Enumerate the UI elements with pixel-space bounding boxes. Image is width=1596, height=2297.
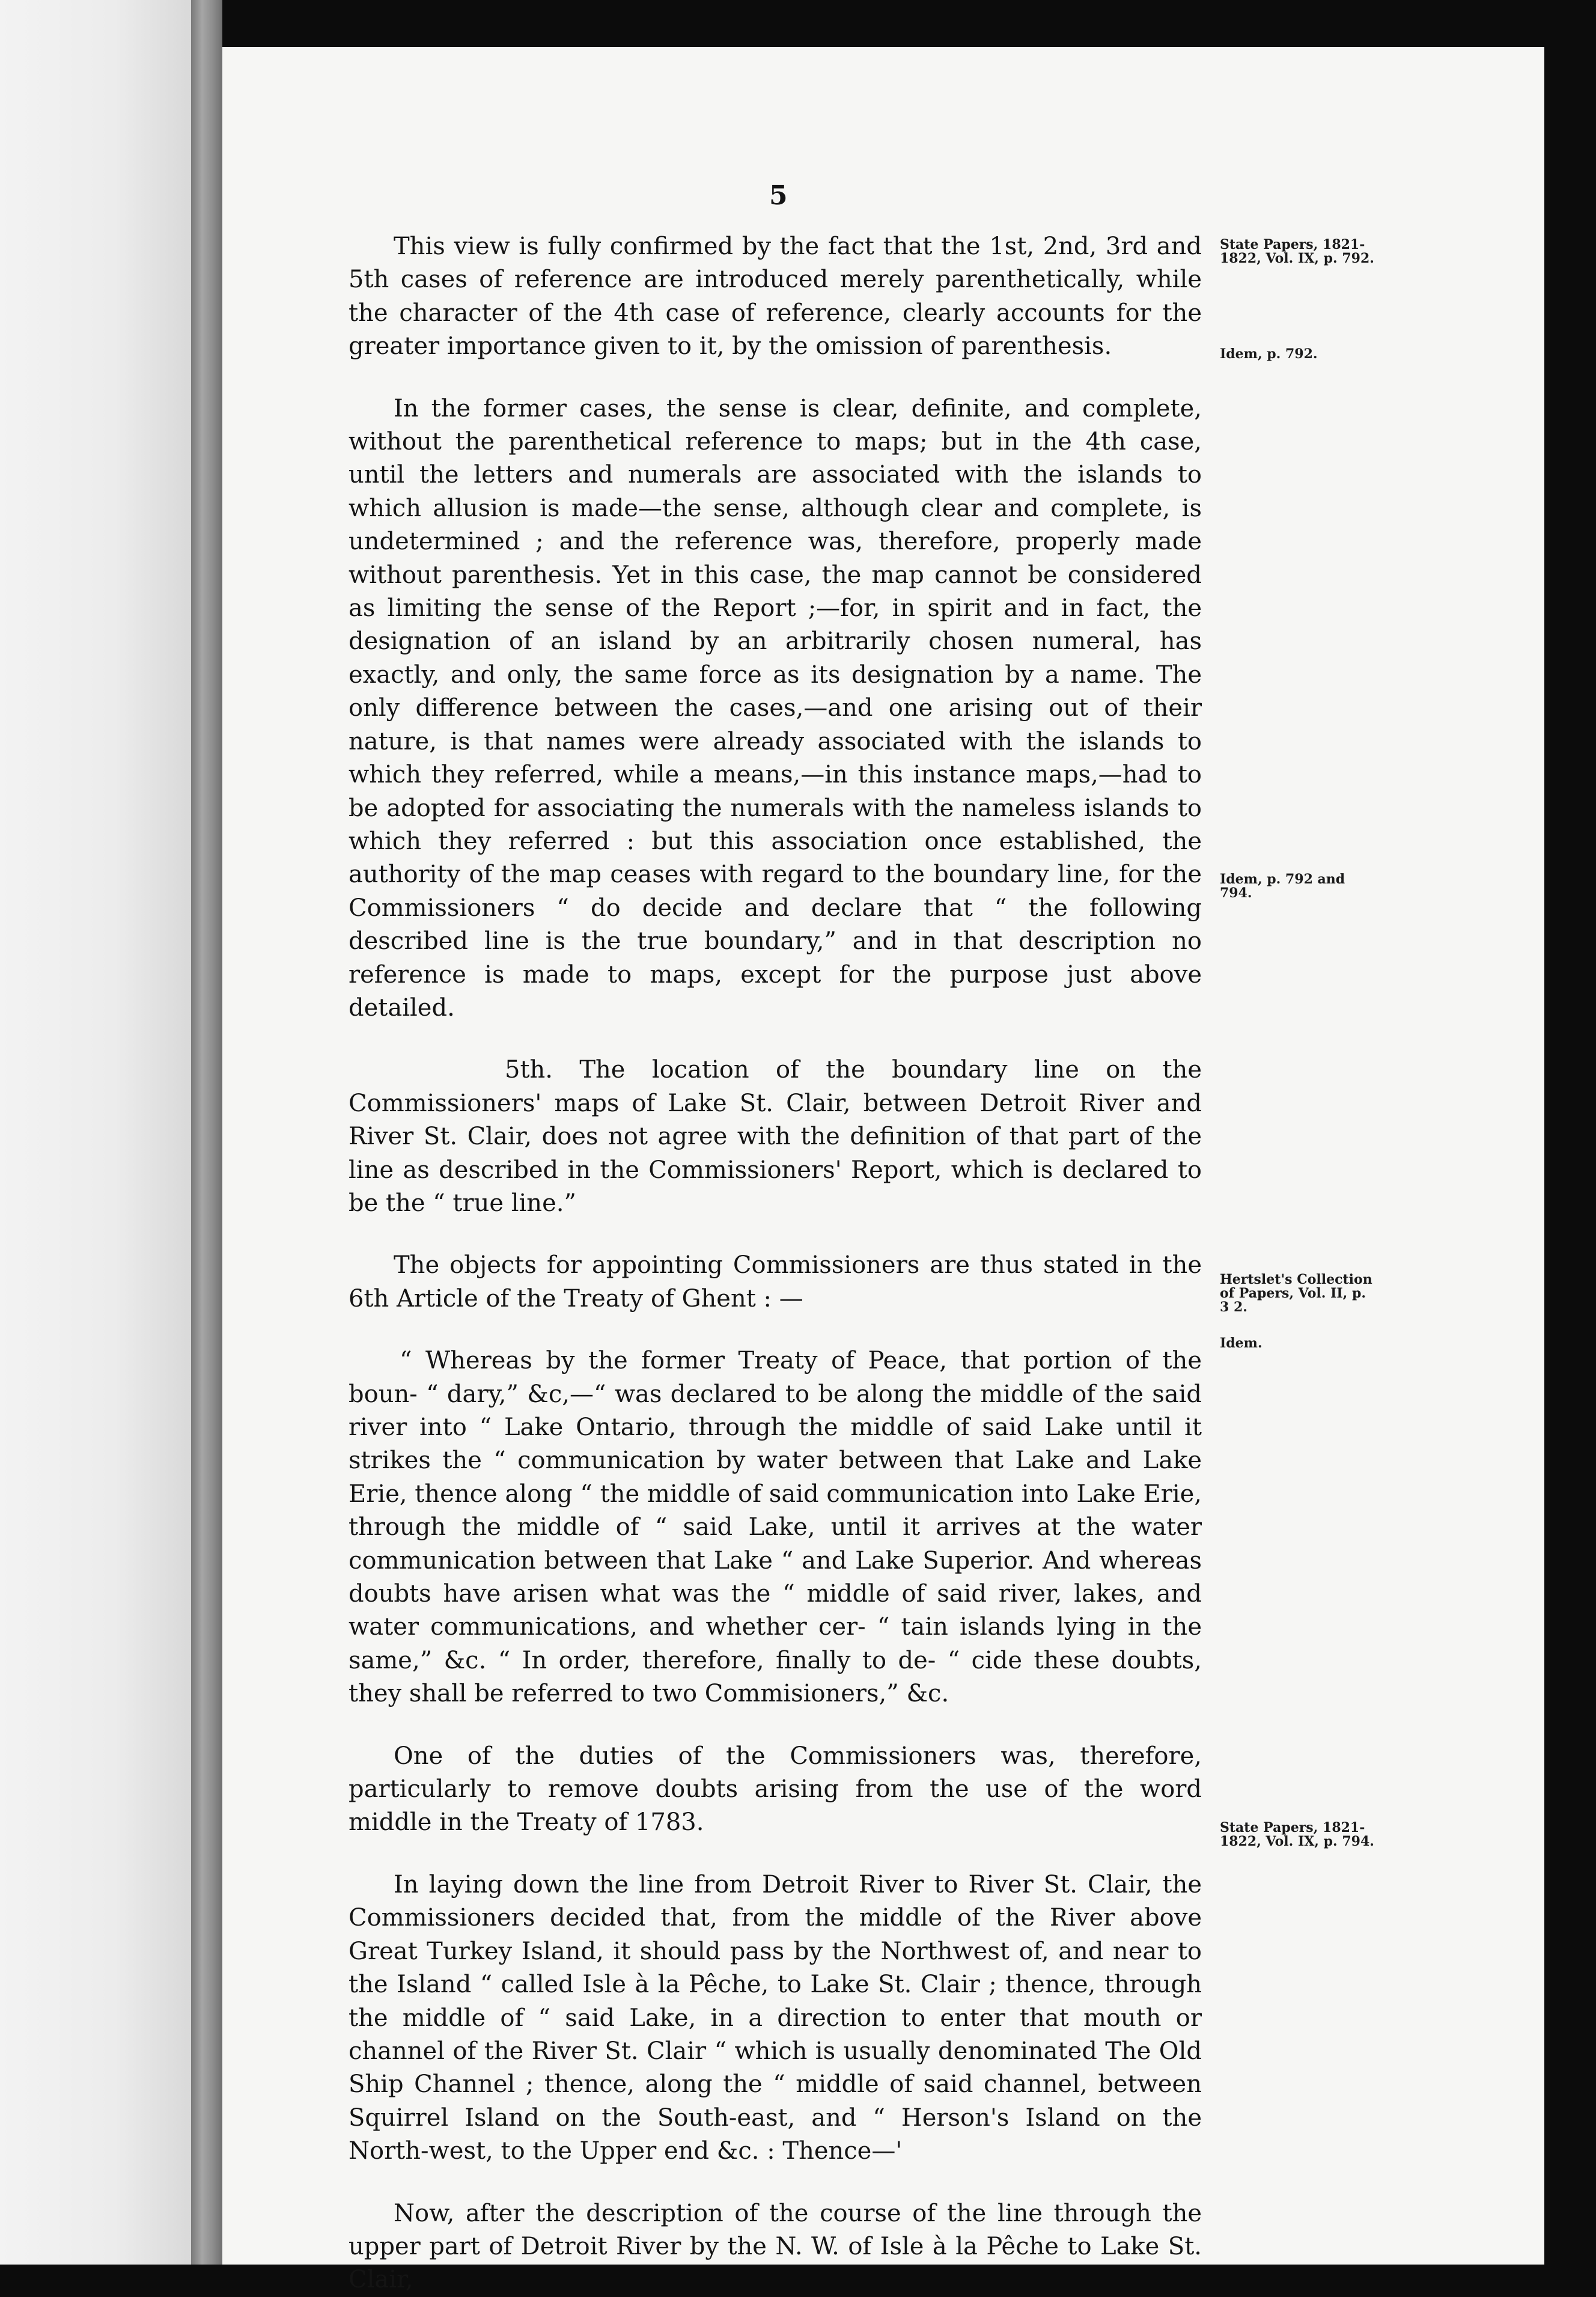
scan-edge — [1544, 47, 1596, 2265]
paragraph-3: 5th. The location of the boundary line on the Commissioners' maps of Lake St. Clair, between Detroit River and River St. Clair, does not agree with the definition of that part of the line as described in the Commissioners' Report, which is declared to be the “ true line.” — [349, 1056, 1202, 1217]
margin-note-hertslet: Hertslet's Collection of Papers, Vol. II, p. 3 2. — [1220, 1272, 1372, 1315]
body-text — [349, 230, 1202, 2297]
margin-note-idem-792-794: Idem, p. 792 and 794. — [1220, 871, 1345, 901]
paragraph-6: One of the duties of the Commissioners was, therefore, particularly to remove doubts arising from the use of the word middle in the Treaty of 1783. — [349, 1742, 1202, 1837]
paragraph-7: In laying down the line from Detroit River to River St. Clair, the Commissioners decided that, from the middle of the River above Great Turkey Island, it should pass by the Northwest of, and near to the Island “ called Isle à la Pêche, to Lake St. Clair ; thence, through the middle of “ said Lake, in a direction to enter that mouth or channel of the River St. Clair “ which is usually denominated The Old Ship Channel ; thence, along the “ middle of said channel, between Squirrel Island on the South-east, and “ Herson's Island on the North-west, to the Upper end &c. : Thence—' — [349, 1870, 1202, 2165]
margin-note-state-papers-794: State Papers, 1821-1822, Vol. IX, p. 794. — [1220, 1820, 1374, 1849]
previous-page-strip — [0, 0, 191, 2265]
margin-note-state-papers-792: State Papers, 1821-1822, Vol. IX, p. 792. — [1220, 237, 1374, 266]
margin-note-idem: Idem. — [1220, 1335, 1262, 1351]
paragraph-4: The objects for appointing Commissioners are thus stated in the 6th Article of the Treaty of Ghent : — — [349, 1251, 1202, 1313]
paragraph-8: Now, after the description of the course of the line through the upper part of Detroit River by the N. W. of Isle à la Pêche to Lake St. Clair, — [349, 2199, 1202, 2294]
document-page — [222, 47, 1544, 2294]
page-number: 5 — [769, 180, 788, 211]
paragraph-1: This view is fully confirmed by the fact that the 1st, 2nd, 3rd and 5th cases of reference are introduced merely parenthetically, while the character of the 4th case of reference, clearly accounts for the greater importance given to it, by the omission of parenthesis. — [349, 233, 1202, 361]
paragraph-2: In the former cases, the sense is clear, definite, and complete, without the parenthetical reference to maps; but in the 4th case, until the letters and numerals are associated with the islands to which allusion is made—the sense, although clear and complete, is undetermined ; and the reference was, therefore, properly made without parenthesis. Yet in this case, the map cannot be considered as limiting the sense of the Report ;—for, in spirit and in fact, the designation of an island by an arbitrarily chosen numeral, has exactly, and only, the same force as its designation by a name. The only difference between the cases,—and one arising out of their nature, is that names were already associated with the islands to which they referred, while a means,—in this instance maps,—had to be adopted for associating the numerals with the nameless islands to which they referred : but this association once established, the authority of the map ceases with regard to the boundary line, for the Commissioners “ do decide and declare that “ the following described line is the true boundary,” and in that description no reference is made to maps, except for the purpose just above detailed. — [349, 394, 1202, 1022]
paragraph-5-quote: “ Whereas by the former Treaty of Peace, that portion of the boun- “ dary,” &c,—“ was declared to be along the middle of the said river into “ Lake Ontario, through the middle of said Lake until it strikes the “ communication by water between that Lake and Lake Erie, thence along “ the middle of said communication into Lake Erie, through the middle of “ said Lake, until it arrives at the water communication between that Lake “ and Lake Superior. And whereas doubts have arisen what was the “ middle of said river, lakes, and water communications, and whether cer- “ tain islands lying in the same,” &c. “ In order, therefore, finally to de- “ cide these doubts, they shall be referred to two Commisioners,” &c. — [349, 1347, 1202, 1708]
margin-note-idem-792: Idem, p. 792. — [1220, 346, 1318, 362]
binding-gutter — [191, 0, 222, 2265]
